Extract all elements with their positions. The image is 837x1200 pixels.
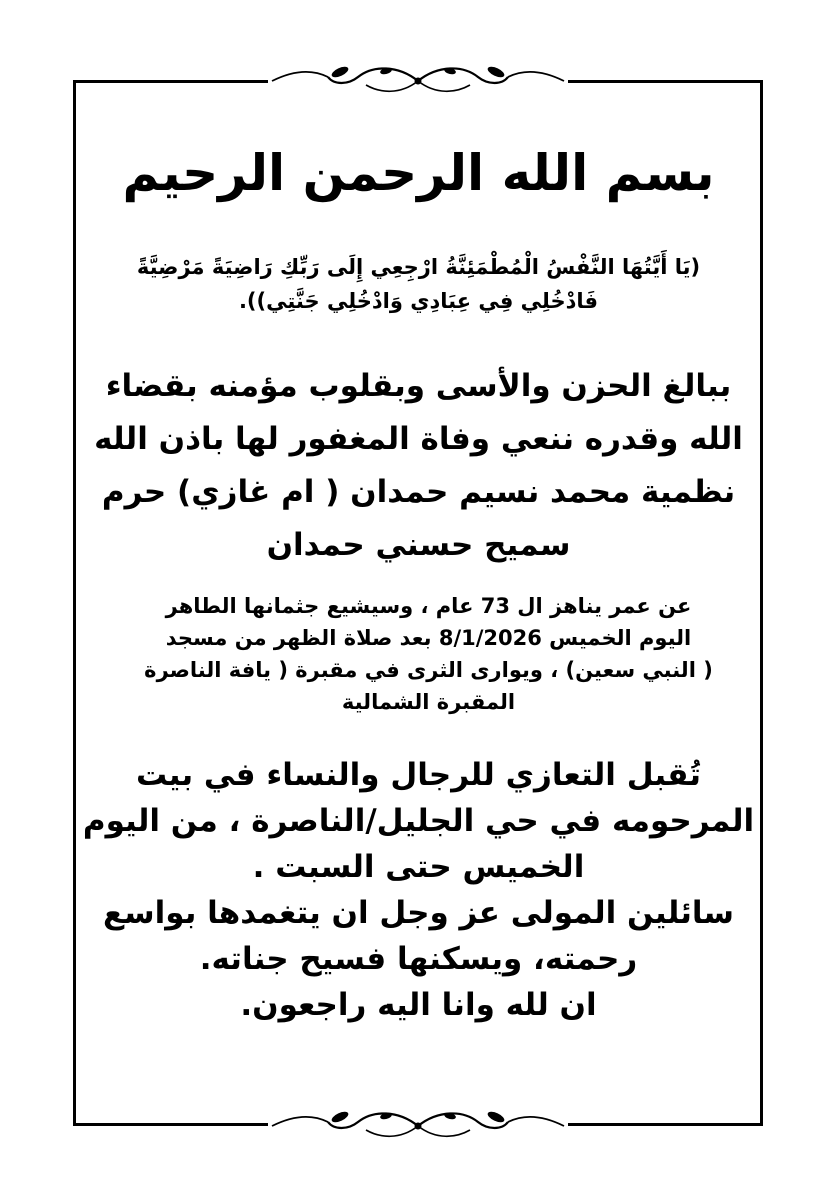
- condolence-line: سائلين المولى عز وجل ان يتغمدها بواسع: [102, 895, 735, 931]
- floral-flourish-icon: [268, 63, 568, 99]
- announcement-line: نظمية محمد نسيم حمدان ( ام غازي) حرم: [101, 474, 736, 510]
- funeral-line: اليوم الخميس 8/1/2026 بعد صلاة الظهر من مسجد: [165, 626, 692, 650]
- condolence-line: رحمته، ويسكنها فسيح جناته.: [199, 941, 638, 977]
- announcement-line: الله وقدره ننعي وفاة المغفور لها باذن الله: [94, 421, 743, 457]
- condolence-info: [80, 752, 757, 1028]
- condolence-line: تُقبل التعازي للرجال والنساء في بيت: [135, 757, 701, 793]
- funeral-line: عن عمر يناهز ال 73 عام ، وسيشيع جثمانها الطاهر: [165, 594, 692, 618]
- announcement-line: ببالغ الحزن والأسى وبقلوب مؤمنه بقضاء: [105, 368, 732, 404]
- quran-verse: [100, 250, 737, 318]
- funeral-line: المقبرة الشمالية: [341, 690, 516, 714]
- floral-flourish-icon: [268, 1108, 568, 1144]
- announcement-line: سميح حسني حمدان: [266, 527, 571, 563]
- death-announcement: [90, 360, 747, 572]
- condolence-line: المرحومه في حي الجليل/الناصرة ، من اليوم: [82, 803, 755, 839]
- verse-line: (يَا أَيَّتُهَا النَّفْسُ الْمُطْمَئِنَّةُ ارْجِعِي إِلَى رَبِّكِ رَاضِيَةً مَرْضِيَّةً: [136, 255, 701, 279]
- basmala-heading: بسم الله الرحمن الرحيم: [122, 144, 715, 202]
- condolence-line: ان لله وانا اليه راجعون.: [240, 987, 597, 1023]
- condolence-line: الخميس حتى السبت .: [252, 849, 585, 885]
- verse-line: فَادْخُلِي فِي عِبَادِي وَادْخُلِي جَنَّتِي)).: [238, 289, 599, 313]
- funeral-details: [110, 590, 747, 718]
- funeral-line: ( النبي سعين) ، ويوارى الثرى في مقبرة ( يافة الناصرة: [144, 658, 713, 682]
